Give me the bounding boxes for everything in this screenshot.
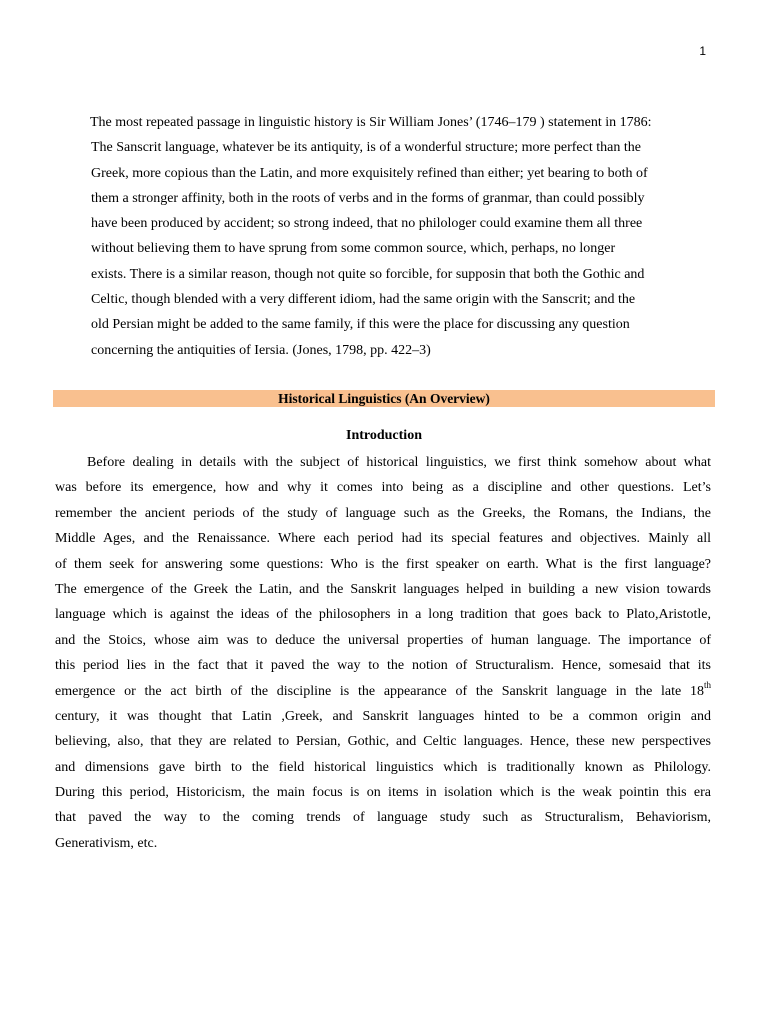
body-line: Middle Ages, and the Renaissance. Where each period had its special features and objectives. Mainly all bbox=[55, 531, 711, 547]
quote-line: without believing them to have sprung from some common source, which, perhaps, no longer bbox=[91, 241, 616, 257]
body-line: and the Stoics, whose aim was to deduce the universal properties of human language. The importance of bbox=[55, 632, 711, 648]
body-line: remember the ancient periods of the study of language such as the Greeks, the Romans, the Indians, the bbox=[55, 505, 711, 521]
quote-line: The Sanscrit language, whatever be its antiquity, is of a wonderful structure; more perfect than the bbox=[91, 140, 641, 156]
body-line: The emergence of the Greek the Latin, and the Sanskrit languages helped in building a new vision towards bbox=[55, 581, 711, 597]
body-line: that paved the way to the coming trends of language study such as Structuralism, Behaviorism, bbox=[55, 810, 711, 826]
body-line: was before its emergence, how and why it comes into being as a discipline and other questions. Let’s bbox=[55, 480, 711, 496]
body-line: believing, also, that they are related to Persian, Gothic, and Celtic languages. Hence, these new perspectives bbox=[55, 734, 711, 750]
body-line: Before dealing in details with the subject of historical linguistics, we first think somehow about what bbox=[87, 455, 711, 470]
quote-line: them a stronger affinity, both in the roots of verbs and in the forms of granmar, than could possibly bbox=[91, 190, 645, 206]
page-number: 1 bbox=[699, 44, 706, 58]
introduction-heading: Introduction bbox=[346, 428, 422, 443]
section-title: Historical Linguistics (An Overview) bbox=[53, 390, 715, 407]
body-line-text: emergence or the act birth of the discipline is the appearance of the Sanskrit language in the late 18 bbox=[55, 683, 704, 699]
body-line: During this period, Historicism, the main focus is on items in isolation which is the weak pointin this era bbox=[55, 785, 711, 801]
body-line: of them seek for answering some questions: Who is the first speaker on earth. What is the first language? bbox=[55, 556, 711, 572]
quote-line: old Persian might be added to the same family, if this were the place for discussing any question bbox=[91, 317, 630, 333]
block-quote bbox=[90, 110, 730, 363]
body-line bbox=[55, 679, 711, 704]
quote-line: Celtic, though blended with a very different idiom, had the same origin with the Sanscrit; and the bbox=[91, 292, 636, 308]
quote-line: exists. There is a similar reason, though not quite so forcible, for supposin that both the Gothic and bbox=[91, 266, 645, 282]
body-paragraph bbox=[55, 450, 711, 856]
body-line: this period lies in the fact that it paved the way to the notion of Structuralism. Hence, somesaid that its bbox=[55, 658, 711, 674]
quote-line: Greek, more copious than the Latin, and more exquisitely refined than either; yet bearing to both of bbox=[91, 165, 648, 181]
quote-line: The most repeated passage in linguistic history is Sir William Jones’ (1746–179 ) statement in 1786: bbox=[90, 115, 652, 130]
body-line: Generativism, etc. bbox=[55, 835, 158, 851]
quote-line: concerning the antiquities of Iersia. (Jones, 1798, pp. 422–3) bbox=[91, 342, 431, 358]
ordinal-superscript: th bbox=[703, 679, 711, 690]
body-line: language which is against the ideas of the philosophers in a long tradition that goes back to Plato,Aristotle, bbox=[55, 607, 711, 623]
body-line: and dimensions gave birth to the field historical linguistics which is traditionally known as Philology. bbox=[55, 759, 711, 775]
quote-line: have been produced by accident; so strong indeed, that no philologer could examine them all three bbox=[91, 216, 643, 232]
body-line: century, it was thought that Latin ,Greek, and Sanskrit languages hinted to be a common origin and bbox=[55, 708, 711, 724]
